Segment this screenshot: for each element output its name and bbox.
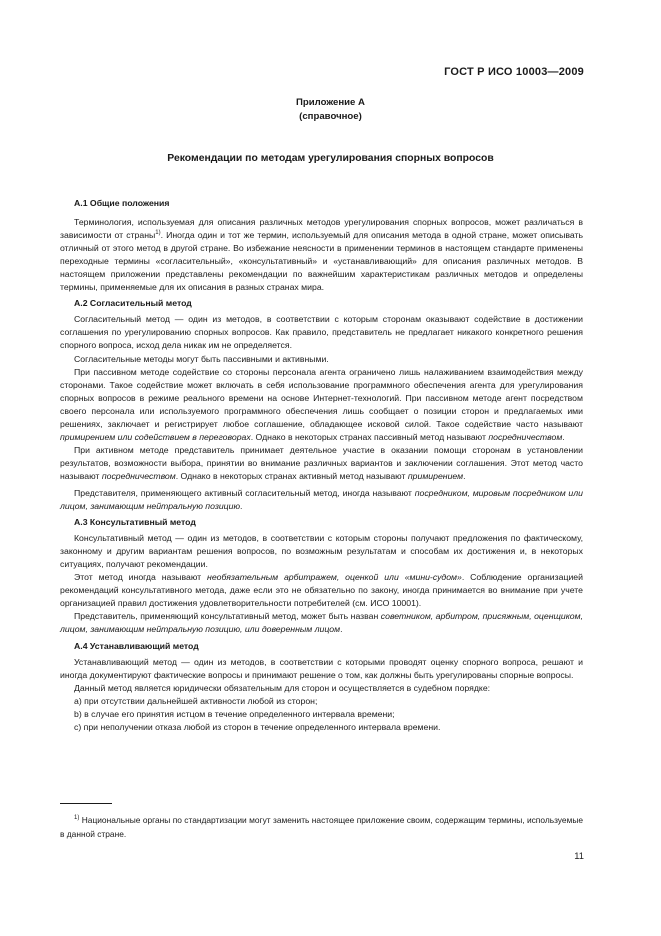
section-a2-heading: А.2 Согласительный метод — [74, 298, 192, 309]
appendix-kind: (справочное) — [299, 111, 362, 122]
section-a3-paragraph-2: Этот метод иногда называют необязательным арбитражем, оценкой или «мини-судом». Соблюдение организацией рекомендаций консультативного метода, даже если это не обязательно по закону, иногда принимается во внимание при учете организацией правил достижения удовлетворительности потребителей (см. ИСО 10001). — [60, 572, 583, 609]
list-item: c) при неполучении отказа любой из сторон в течение определенного интервала времени. — [74, 721, 441, 732]
section-a1-paragraph: Терминология, используемая для описания различных методов урегулирования спорных вопросов, может различаться в зависимости от страны$^{1)}$. Иногда один и тот же термин, используемый для описания метода в одной стране, может описывать отличный от этого метод в другой стране. Во избежание неясности в применении терминов в настоящем стандарте применены переходные термины «согласительный», «консультативный» и «устанавливающий» для описания различных методов. В настоящем приложении представлены рекомендации по важнейшим характеристикам различных методов и определены термины, применяемые для их описания в разных странах мира. — [60, 217, 583, 293]
footnote-ref: 1) — [155, 230, 161, 237]
section-a3-heading: А.3 Консультативный метод — [74, 517, 196, 528]
standard-designation: ГОСТ Р ИСО 10003—2009 — [444, 66, 584, 78]
list-item: b) в случае его принятия истцом в течение определенного интервала времени; — [74, 708, 395, 719]
section-a2-paragraph-1: Согласительный метод — один из методов, в соответствии с которым сторонам оказывают содействие в достижении соглашения по урегулированию спорных вопросов. Как правило, представитель не предлагает никакого конкретного решения спорного вопроса, исход дела никак им не определяется. — [60, 314, 583, 351]
appendix-title: Рекомендации по методам урегулирования спорных вопросов — [167, 153, 494, 164]
appendix-label: Приложение А — [296, 97, 365, 108]
section-a3-paragraph-1: Консультативный метод — один из методов, в соответствии с которым стороны получают предложения по фактическому, законному и другим вариантам решения вопросов, по возможным результатам и способам их достижения и, в некоторых ситуациях, получают рекомендации. — [60, 533, 583, 570]
appendix-body — [60, 197, 583, 734]
footnote: $^{1)}$ Национальные органы по стандартизации могут заменить настоящее приложение своим, содержащим термины, используемые в данной стране. — [60, 815, 583, 839]
section-a4-heading: А.4 Устанавливающий метод — [74, 640, 199, 651]
section-a3-paragraph-3: Представитель, применяющий консультативный метод, может быть назван советником, арбитром, присяжным, оценщиком, лицом, занимающим нейтральную позицию, или доверенным лицом. — [60, 611, 584, 635]
list-item: а) при отсутствии дальнейшей активности любой из сторон; — [74, 695, 318, 706]
section-a1-heading: А.1 Общие положения — [74, 198, 170, 208]
appendix-heading — [0, 96, 661, 124]
section-a2-paragraph-5: Представителя, применяющего активный согласительный метод, иногда называют посредником, мировым посредником или лицом, занимающим нейтральную позицию. — [60, 487, 583, 512]
section-a2-paragraph-3: При пассивном методе содействие со стороны персонала агента ограничено лишь налаживанием взаимодействия между сторонами. Такое содействие может включать в себя использование программного обеспечения агента для урегулирования спорных вопросов в режиме реального времени на основе Интернет-технологий. При пассивном методе агент посредством своего персонала или используемого программного обеспечения лишь сообщает о позиции сторон и предлагаемых ими решениях, заключает и регистрирует любое соглашение, обладающее исковой силой. Такое содействие часто называют примирением или содействием в переговорах. Однако в некоторых странах пассивный метод называют посредничеством. — [60, 366, 583, 442]
footnote-mark: 1) — [74, 815, 80, 821]
section-a4-paragraph-2: Данный метод является юридически обязательным для сторон и осуществляется в судебном порядке: — [74, 682, 491, 693]
section-a4-paragraph-1: Устанавливающий метод — один из методов, в соответствии с которыми проводят оценку спорного вопроса, решают и иногда документируют фактические вопросы и принимают решение о том, как должны быть урегулированы спорные вопросы. — [60, 656, 583, 680]
section-a2-paragraph-2: Согласительные методы могут быть пассивными и активными. — [74, 353, 329, 364]
page-number: 11 — [574, 850, 584, 861]
footnote-divider — [60, 803, 112, 804]
section-a2-paragraph-4: При активном методе представитель принимает деятельное участие в оказании помощи сторонам в установлении результатов, возможности выбора, принятии во внимание различных вариантов и заключении соглашения. Этот метод часто называют посредничеством. Однако в некоторых странах активный метод называют примирением. — [60, 444, 583, 481]
